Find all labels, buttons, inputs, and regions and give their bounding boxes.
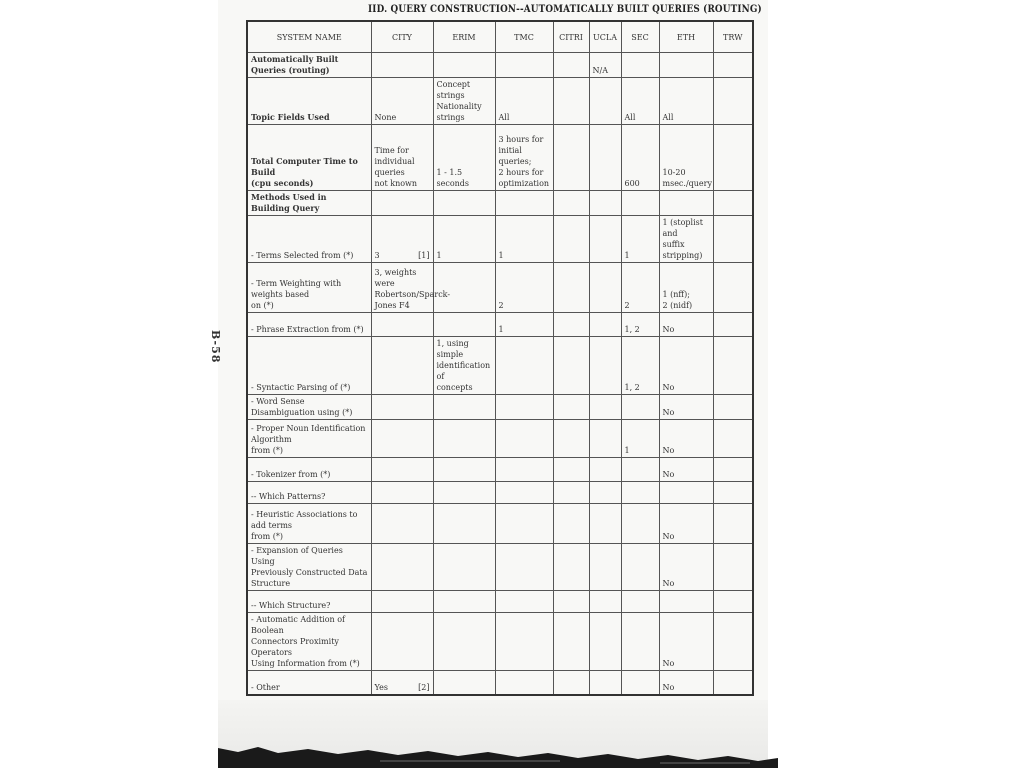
table-cell xyxy=(495,263,553,313)
table-cell xyxy=(621,191,659,216)
table-cell xyxy=(433,458,495,482)
table-cell xyxy=(495,544,553,591)
table-cell xyxy=(621,591,659,613)
table-cell xyxy=(553,613,589,671)
row-label: Automatically Built Queries (routing) xyxy=(247,53,371,78)
table-cell xyxy=(371,613,433,671)
table-row xyxy=(247,671,753,695)
table-cell xyxy=(553,458,589,482)
table-cell xyxy=(433,420,495,458)
table-cell xyxy=(713,671,753,695)
table-cell xyxy=(589,613,621,671)
table-cell xyxy=(433,395,495,420)
table-cell xyxy=(433,216,495,263)
table-cell xyxy=(433,671,495,695)
column-header-city: CITY xyxy=(371,21,433,53)
table-cell xyxy=(553,78,589,125)
cell-value: 1 (stoplist and suffix stripping) xyxy=(662,218,703,260)
table-cell xyxy=(433,504,495,544)
table-cell xyxy=(433,482,495,504)
table-cell xyxy=(553,504,589,544)
table-cell xyxy=(371,216,433,263)
table-cell xyxy=(621,78,659,125)
table-cell xyxy=(659,191,713,216)
table-cell xyxy=(495,125,553,191)
cell-value: 1, using simple identification of concepts xyxy=(436,339,491,392)
table-cell xyxy=(621,263,659,313)
table-cell xyxy=(553,216,589,263)
cell-value: 2 xyxy=(498,301,504,310)
table-cell xyxy=(713,125,753,191)
column-header-system-name: SYSTEM NAME xyxy=(247,21,371,53)
comparison-table xyxy=(246,20,754,696)
column-header-tmc: TMC xyxy=(495,21,553,53)
footnote-ref: [2] xyxy=(418,682,430,692)
table-cell xyxy=(371,53,433,78)
table-cell xyxy=(713,482,753,504)
table-cell xyxy=(371,420,433,458)
table-cell xyxy=(621,53,659,78)
table-cell xyxy=(495,395,553,420)
table-cell xyxy=(371,482,433,504)
cell-value: 1 (nff); 2 (nidf) xyxy=(662,290,693,310)
table-cell xyxy=(433,591,495,613)
row-label: - Other xyxy=(247,671,371,695)
table-cell xyxy=(371,591,433,613)
table-row xyxy=(247,337,753,395)
table-cell xyxy=(433,263,495,313)
row-label: - Tokenizer from (*) xyxy=(247,458,371,482)
table-cell xyxy=(713,263,753,313)
table-cell xyxy=(621,395,659,420)
table-cell xyxy=(713,53,753,78)
cell-value: All xyxy=(662,113,674,122)
column-header-erim: ERIM xyxy=(433,21,495,53)
table-row xyxy=(247,191,753,216)
table-cell xyxy=(621,337,659,395)
table-row xyxy=(247,591,753,613)
table-cell xyxy=(621,458,659,482)
table-cell xyxy=(433,313,495,337)
cell-value: Yes xyxy=(374,682,388,692)
row-label: - Phrase Extraction from (*) xyxy=(247,313,371,337)
table-cell xyxy=(621,504,659,544)
table-cell xyxy=(433,191,495,216)
cell-value: No xyxy=(662,325,675,334)
table-cell xyxy=(371,458,433,482)
table-cell xyxy=(371,263,451,313)
table-cell xyxy=(659,482,713,504)
table-cell xyxy=(621,216,659,263)
cell-value: No xyxy=(662,408,675,417)
cell-value: 3, weights were Robertson/Sparck- Jones F4 xyxy=(374,268,451,310)
table-cell xyxy=(659,671,713,695)
table-cell xyxy=(553,591,589,613)
table-cell xyxy=(433,337,495,395)
table-cell xyxy=(553,191,589,216)
table-row xyxy=(247,504,753,544)
cell-value: 2 xyxy=(624,301,630,310)
table-cell xyxy=(589,191,621,216)
table-cell xyxy=(371,337,433,395)
table-cell xyxy=(495,613,553,671)
table-cell xyxy=(371,191,433,216)
table-cell xyxy=(589,458,621,482)
table-cell xyxy=(659,613,713,671)
table-cell xyxy=(659,591,713,613)
table-cell xyxy=(495,191,553,216)
table-cell xyxy=(433,544,495,591)
table-cell xyxy=(589,591,621,613)
table-row xyxy=(247,420,753,458)
column-header-trw: TRW xyxy=(713,21,753,53)
table-cell xyxy=(495,53,553,78)
table-cell xyxy=(495,420,553,458)
table-row xyxy=(247,216,753,263)
table-cell xyxy=(553,395,589,420)
cell-value: 1 xyxy=(624,446,630,455)
table-cell xyxy=(713,395,753,420)
table-cell xyxy=(621,613,659,671)
table-cell xyxy=(659,458,713,482)
table-cell xyxy=(659,395,713,420)
table-cell xyxy=(371,78,433,125)
table-cell xyxy=(589,671,621,695)
table-cell xyxy=(621,420,659,458)
table-row xyxy=(247,78,753,125)
table-cell xyxy=(495,504,553,544)
table-cell xyxy=(371,671,433,695)
row-label: - Proper Noun Identification Algorithm from (*) xyxy=(247,420,371,458)
cell-value: 1 xyxy=(624,251,630,260)
column-header-sec: SEC xyxy=(621,21,659,53)
cell-value: No xyxy=(662,682,675,692)
table-cell xyxy=(621,125,659,191)
table-cell xyxy=(495,671,553,695)
document-title: IID. QUERY CONSTRUCTION--AUTOMATICALLY BUILT QUERIES (ROUTING) xyxy=(368,4,762,15)
table-cell xyxy=(371,504,433,544)
table-cell xyxy=(495,458,553,482)
table-cell xyxy=(713,591,753,613)
table-cell xyxy=(713,191,753,216)
row-label: - Term Weighting with weights based on (*) xyxy=(247,263,371,313)
cell-value: 3 xyxy=(374,251,380,260)
table-cell xyxy=(713,337,753,395)
cell-value: 1 xyxy=(436,251,442,260)
scan-artifact xyxy=(660,762,750,764)
cell-value: N/A xyxy=(592,66,608,75)
table-cell xyxy=(621,313,659,337)
table-cell xyxy=(659,504,713,544)
table-cell xyxy=(713,420,753,458)
row-label: Total Computer Time to Build (cpu seconds) xyxy=(247,125,371,191)
cell-value: None xyxy=(374,113,397,122)
table-cell xyxy=(495,216,553,263)
table-cell xyxy=(659,53,713,78)
table-row xyxy=(247,458,753,482)
cell-value: 1 xyxy=(498,251,504,260)
table-cell xyxy=(495,78,553,125)
table-cell xyxy=(589,53,621,78)
cell-value: 10-20 msec./query xyxy=(662,168,712,188)
table-cell xyxy=(553,544,589,591)
cell-value: 1, 2 xyxy=(624,325,640,334)
table-cell xyxy=(589,395,621,420)
table-body xyxy=(247,53,753,695)
row-label: - Word Sense Disambiguation using (*) xyxy=(247,395,371,420)
table-cell xyxy=(433,125,495,191)
table-cell xyxy=(589,337,621,395)
table-cell xyxy=(713,544,753,591)
column-header-citri: CITRI xyxy=(553,21,589,53)
table-cell xyxy=(553,313,589,337)
cell-value: No xyxy=(662,383,675,392)
row-label: Methods Used in Building Query xyxy=(247,191,371,216)
cell-value: No xyxy=(662,579,675,588)
table-cell xyxy=(659,78,713,125)
table-cell xyxy=(659,125,713,191)
table-cell xyxy=(713,313,753,337)
table-cell xyxy=(553,125,589,191)
table-row xyxy=(247,53,753,78)
table-cell xyxy=(495,482,553,504)
row-label: -- Which Patterns? xyxy=(247,482,371,504)
table-cell xyxy=(433,53,495,78)
table-cell xyxy=(589,216,621,263)
table-cell xyxy=(553,482,589,504)
table-row xyxy=(247,482,753,504)
table-cell xyxy=(371,395,433,420)
table-cell xyxy=(553,53,589,78)
table-row xyxy=(247,544,753,591)
row-label: - Expansion of Queries Using Previously Constructed Data Structure xyxy=(247,544,371,591)
table-row xyxy=(247,395,753,420)
scan-artifact xyxy=(380,760,560,762)
table-cell xyxy=(621,482,659,504)
table-cell xyxy=(433,613,495,671)
cell-value: 1, 2 xyxy=(624,383,640,392)
cell-value: All xyxy=(624,113,636,122)
column-header-eth: ETH xyxy=(659,21,713,53)
table-cell xyxy=(713,458,753,482)
table-cell xyxy=(495,337,553,395)
cell-value: 1 - 1.5 seconds xyxy=(436,168,470,188)
row-label: - Automatic Addition of Boolean Connectors Proximity Operators Using Information from (*) xyxy=(247,613,371,671)
cell-value: Concept strings Nationality strings xyxy=(436,80,482,122)
table-cell xyxy=(371,313,433,337)
cell-value: No xyxy=(662,446,675,455)
table-cell xyxy=(553,337,589,395)
cell-value: No xyxy=(662,659,675,668)
table-cell xyxy=(659,337,713,395)
cell-value: 3 hours for initial queries; 2 hours for optimization xyxy=(498,135,550,188)
table-row xyxy=(247,313,753,337)
table-cell xyxy=(589,313,621,337)
table-cell xyxy=(659,313,713,337)
table-cell xyxy=(433,78,495,125)
table-cell xyxy=(589,125,621,191)
table-cell xyxy=(589,544,621,591)
table-cell xyxy=(495,591,553,613)
table-cell xyxy=(495,313,553,337)
row-label: - Terms Selected from (*) xyxy=(247,216,371,263)
cell-value: Time for individual queries not known xyxy=(374,146,418,188)
cell-value: No xyxy=(662,470,675,479)
table-cell xyxy=(659,263,713,313)
table-row xyxy=(247,613,753,671)
cell-value: 600 xyxy=(624,179,640,188)
table-cell xyxy=(713,504,753,544)
table-cell xyxy=(371,125,433,191)
table-cell xyxy=(371,544,433,591)
table-cell xyxy=(659,420,713,458)
table-cell xyxy=(659,216,713,263)
table-cell xyxy=(589,420,621,458)
row-label: - Heuristic Associations to add terms from (*) xyxy=(247,504,371,544)
column-header-ucla: UCLA xyxy=(589,21,621,53)
table-header-row xyxy=(247,21,753,53)
table-cell xyxy=(553,420,589,458)
table-cell xyxy=(713,613,753,671)
row-label: -- Which Structure? xyxy=(247,591,371,613)
page-number: B-58 xyxy=(209,330,222,364)
table-cell xyxy=(621,544,659,591)
table-cell xyxy=(621,671,659,695)
table-cell xyxy=(659,544,713,591)
row-label: - Syntactic Parsing of (*) xyxy=(247,337,371,395)
cell-value: All xyxy=(498,113,510,122)
table-cell xyxy=(713,78,753,125)
footnote-ref: [1] xyxy=(418,251,430,260)
cell-value: 1 xyxy=(498,325,504,334)
table-cell xyxy=(553,671,589,695)
table-cell xyxy=(553,263,589,313)
table-cell xyxy=(589,482,621,504)
table-row xyxy=(247,125,753,191)
table-cell xyxy=(589,78,621,125)
table-cell xyxy=(589,263,621,313)
table-cell xyxy=(713,216,753,263)
cell-value: No xyxy=(662,532,675,541)
row-label: Topic Fields Used xyxy=(247,78,371,125)
table-row xyxy=(247,263,753,313)
table-cell xyxy=(589,504,621,544)
